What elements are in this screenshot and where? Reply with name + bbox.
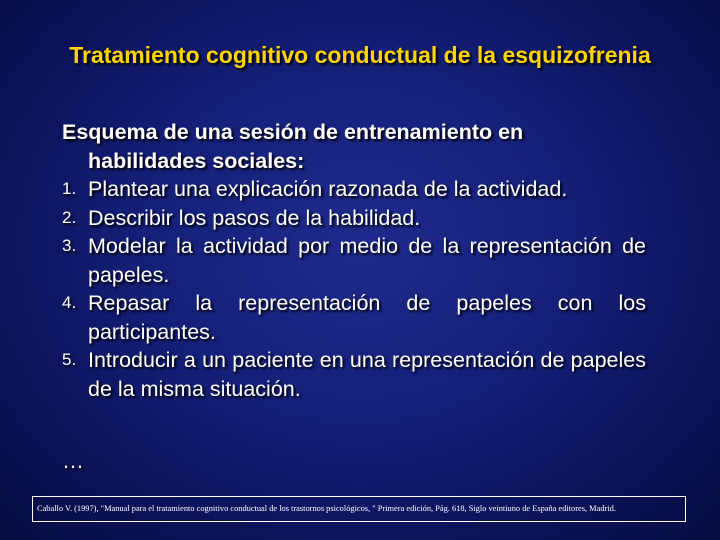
- intro-line-1: Esquema de una sesión de entrenamiento en: [62, 120, 524, 144]
- item-number: 4.: [62, 293, 77, 312]
- item-text: Repasar la representación de papeles con los participantes.: [88, 291, 646, 344]
- list-item: [62, 232, 646, 289]
- list-item: [62, 346, 646, 403]
- list-item: [62, 289, 646, 346]
- item-text: Plantear una explicación razonada de la actividad.: [88, 177, 568, 201]
- steps-list: [62, 175, 646, 403]
- ellipsis: …: [62, 448, 84, 473]
- item-text: Introducir a un paciente en una representación de papeles de la misma situación.: [88, 348, 646, 401]
- item-number: 2.: [62, 207, 77, 227]
- list-item: [62, 175, 646, 204]
- item-number: 3.: [62, 236, 77, 255]
- intro-line-2: habilidades sociales:: [88, 148, 305, 173]
- item-number: 5.: [62, 350, 77, 369]
- citation-box: Caballo V. (1997), "Manual para el tratamiento cognitivo conductual de los trastornos psicológicos, " Primera edición, Pág. 618, Siglo veintiuno de España editores, Madrid.: [32, 496, 686, 522]
- slide-title: Tratamiento cognitivo conductual de la esquizofrenia: [69, 42, 651, 68]
- item-text: Describir los pasos de la habilidad.: [88, 205, 421, 230]
- intro-heading: [62, 118, 646, 175]
- list-item: [62, 204, 646, 233]
- slide-body: [62, 118, 646, 403]
- item-text: Modelar la actividad por medio de la representación de papeles.: [88, 234, 646, 287]
- item-number: 1.: [62, 179, 77, 198]
